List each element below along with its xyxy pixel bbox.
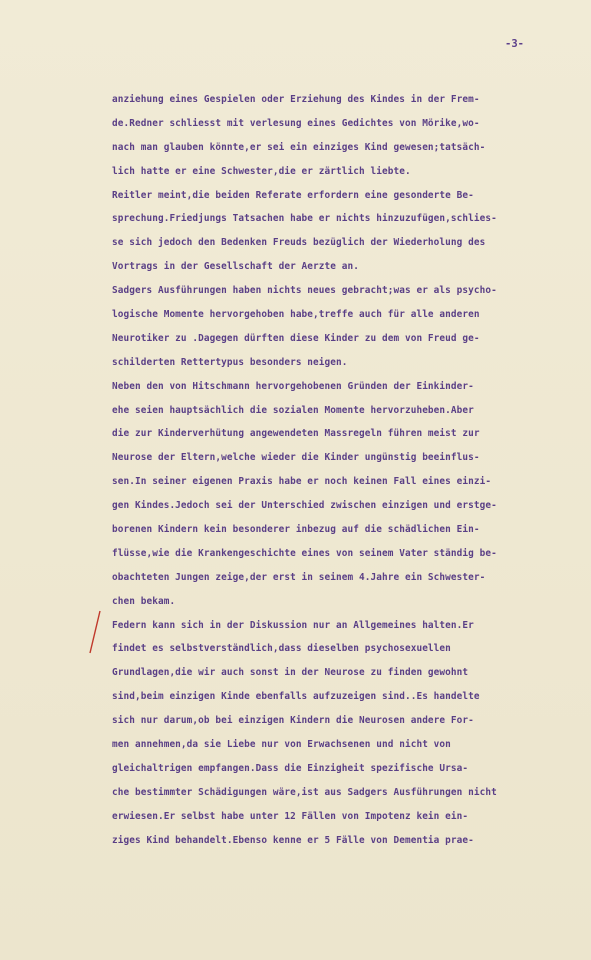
text-line: nach man glauben könnte,er sei ein einziges Kind gewesen;tatsäch- (112, 141, 486, 153)
text-line: flüsse,wie die Krankengeschichte eines von seinem Vater ständig be- (112, 547, 497, 559)
text-line: Neben den von Hitschmann hervorgehobenen Gründen der Einkinder- (112, 380, 474, 392)
text-line: obachteten Jungen zeige,der erst in seinem 4.Jahre ein Schwester- (112, 571, 486, 583)
text-line: Sadgers Ausführungen haben nichts neues gebracht;was er als psycho- (112, 285, 497, 297)
text-line: anziehung eines Gespielen oder Erziehung des Kindes in der Frem- (112, 94, 480, 105)
text-line: sen.In seiner eigenen Praxis habe er noch keinen Fall eines einzi- (112, 476, 492, 488)
text-line: borenen Kindern kein besonderer inbezug auf die schädlichen Ein- (112, 524, 480, 536)
text-line: die zur Kinderverhütung angewendeten Massregeln führen meist zur (112, 428, 480, 440)
text-line: schilderten Rettertypus besonders neigen. (112, 356, 348, 368)
text-line: se sich jedoch den Bedenken Freuds bezüglich der Wiederholung des (112, 237, 486, 249)
text-line: Neurotiker zu .Dagegen dürften diese Kinder zu dem von Freud ge- (112, 332, 480, 344)
text-line: che bestimmter Schädigungen wäre,ist aus Sadgers Ausführungen nicht (112, 786, 497, 798)
text-line: sich nur darum,ob bei einzigen Kindern die Neurosen andere For- (112, 715, 474, 727)
text-line: men annehmen,da sie Liebe nur von Erwachsenen und nicht von (112, 739, 451, 751)
text-line: Neurose der Eltern,welche wieder die Kinder ungünstig beeinflus- (112, 452, 480, 464)
text-line: sprechung.Friedjungs Tatsachen habe er nichts hinzuzufügen,schlies- (112, 213, 497, 225)
text-line: Grundlagen,die wir auch sonst in der Neurose zu finden gewohnt (112, 667, 469, 679)
body-text (112, 88, 580, 853)
text-line: sind,beim einzigen Kinde ebenfalls aufzuzeigen sind..Es handelte (112, 691, 480, 703)
text-line: erwiesen.Er selbst habe unter 12 Fällen von Impotenz kein ein- (112, 810, 469, 822)
text-line: de.Redner schliesst mit verlesung eines Gedichtes von Mörike,wo- (112, 117, 480, 129)
text-line: gen Kindes.Jedoch sei der Unterschied zwischen einzigen und erstge- (112, 500, 497, 512)
page-number: -3- (505, 38, 524, 50)
text-line: ziges Kind behandelt.Ebenso kenne er 5 Fälle von Dementia prae- (112, 834, 474, 846)
text-line: Reitler meint,die beiden Referate erfordern eine gesonderte Be- (112, 189, 474, 201)
text-line: logische Momente hervorgehoben habe,treffe auch für alle anderen (112, 309, 480, 321)
text-line: gleichaltrigen empfangen.Dass die Einzigheit spezifische Ursa- (112, 762, 469, 774)
text-line: findet es selbstverständlich,dass dieselben psychosexuellen (112, 643, 451, 655)
text-line: ehe seien hauptsächlich die sozialen Momente hervorzuheben.Aber (112, 404, 474, 416)
text-line: Vortrags in der Gesellschaft der Aerzte an. (112, 261, 360, 273)
margin-pencil-mark (88, 610, 102, 654)
text-line: Federn kann sich in der Diskussion nur an Allgemeines halten.Er (112, 619, 474, 631)
text-line: chen bekam. (112, 595, 176, 607)
text-line: lich hatte er eine Schwester,die er zärtlich liebte. (112, 165, 411, 177)
